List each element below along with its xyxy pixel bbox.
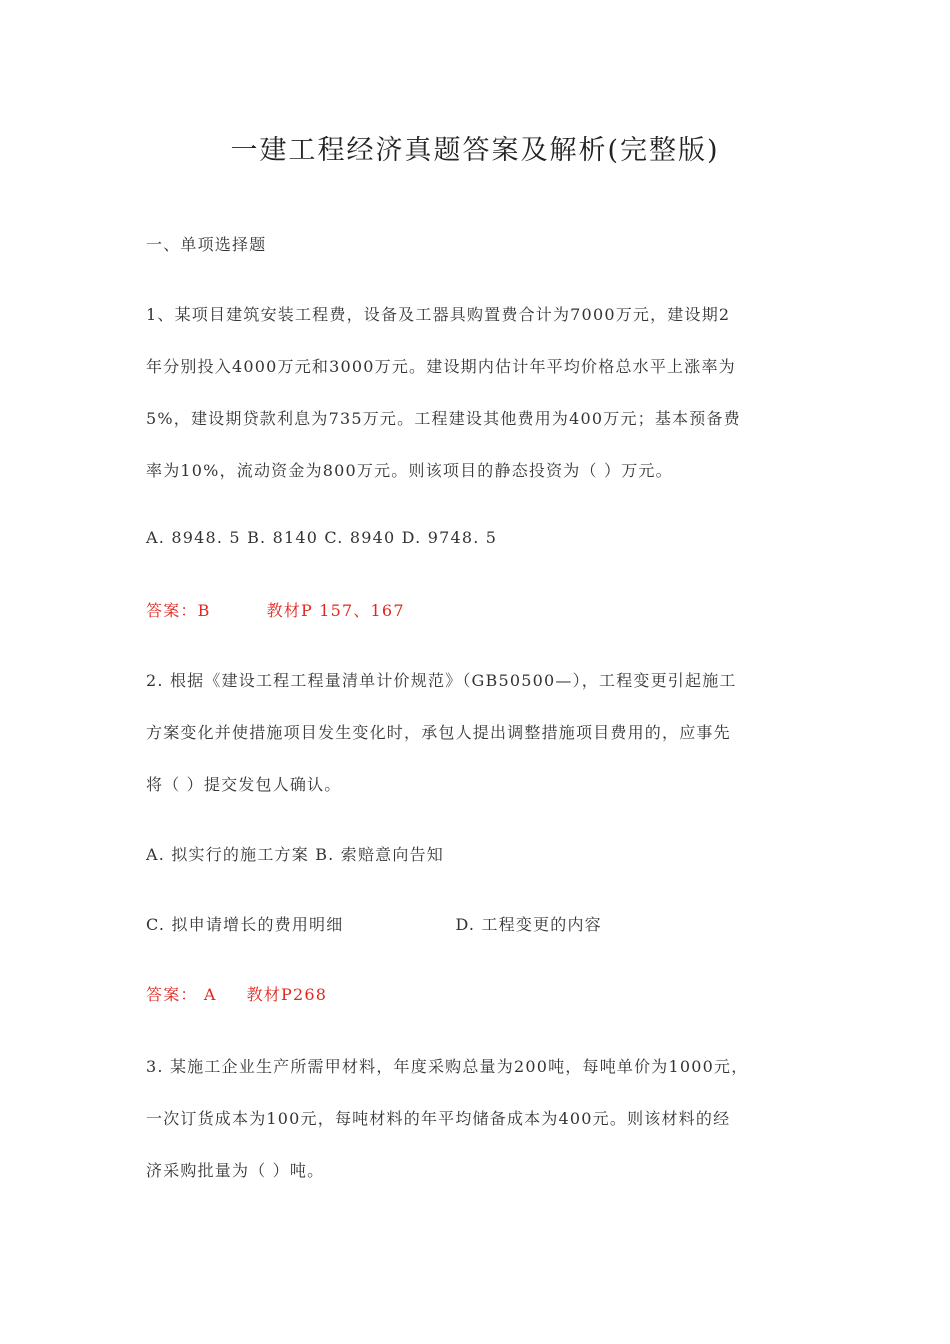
answer-reference: 教材P268 [246,985,328,1004]
option-c: C. 拟申请增长的费用明细 [146,915,344,934]
answer-reference: 教材P 157、167 [266,601,405,620]
question-1-line-4: 率为10%，流动资金为800万元。则该项目的静态投资为（ ）万元。 [146,461,673,480]
answer-label: 答案： A [146,985,217,1004]
question-2-line-1: 2. 根据《建设工程工程量清单计价规范》（GB50500—），工程变更引起施工 [146,671,737,690]
question-3-line-2: 一次订货成本为100元，每吨材料的年平均储备成本为400元。则该材料的经 [146,1109,731,1128]
question-2-answer [146,982,327,1005]
answer-label: 答案：B [146,601,211,620]
section-heading: 一、单项选择题 [146,235,267,254]
question-3-line-3: 济采购批量为（ ）吨。 [146,1161,325,1180]
question-1-line-3: 5%，建设期贷款利息为735万元。工程建设其他费用为400万元；基本预备费 [146,409,741,428]
question-1-answer [146,598,405,621]
question-2-line-3: 将（ ）提交发包人确认。 [146,775,342,794]
question-1-line-1: 1、某项目建筑安装工程费，设备及工器具购置费合计为7000万元，建设期2 [146,305,731,324]
question-1-line-2: 年分别投入4000万元和3000万元。建设期内估计年平均价格总水平上涨率为 [146,357,736,376]
question-2-options-ab: A. 拟实行的施工方案 B. 索赔意向告知 [146,845,444,864]
question-1-options: A. 8948. 5 B. 8140 C. 8940 D. 9748. 5 [146,528,498,547]
option-d: D. 工程变更的内容 [455,915,602,934]
question-3-line-1: 3. 某施工企业生产所需甲材料，年度采购总量为200吨，每吨单价为1000元， [146,1057,749,1076]
document-title: 一建工程经济真题答案及解析(完整版) [230,135,720,166]
question-2-options-cd [146,912,602,935]
question-2-line-2: 方案变化并使措施项目发生变化时，承包人提出调整措施项目费用的，应事先 [146,723,731,742]
